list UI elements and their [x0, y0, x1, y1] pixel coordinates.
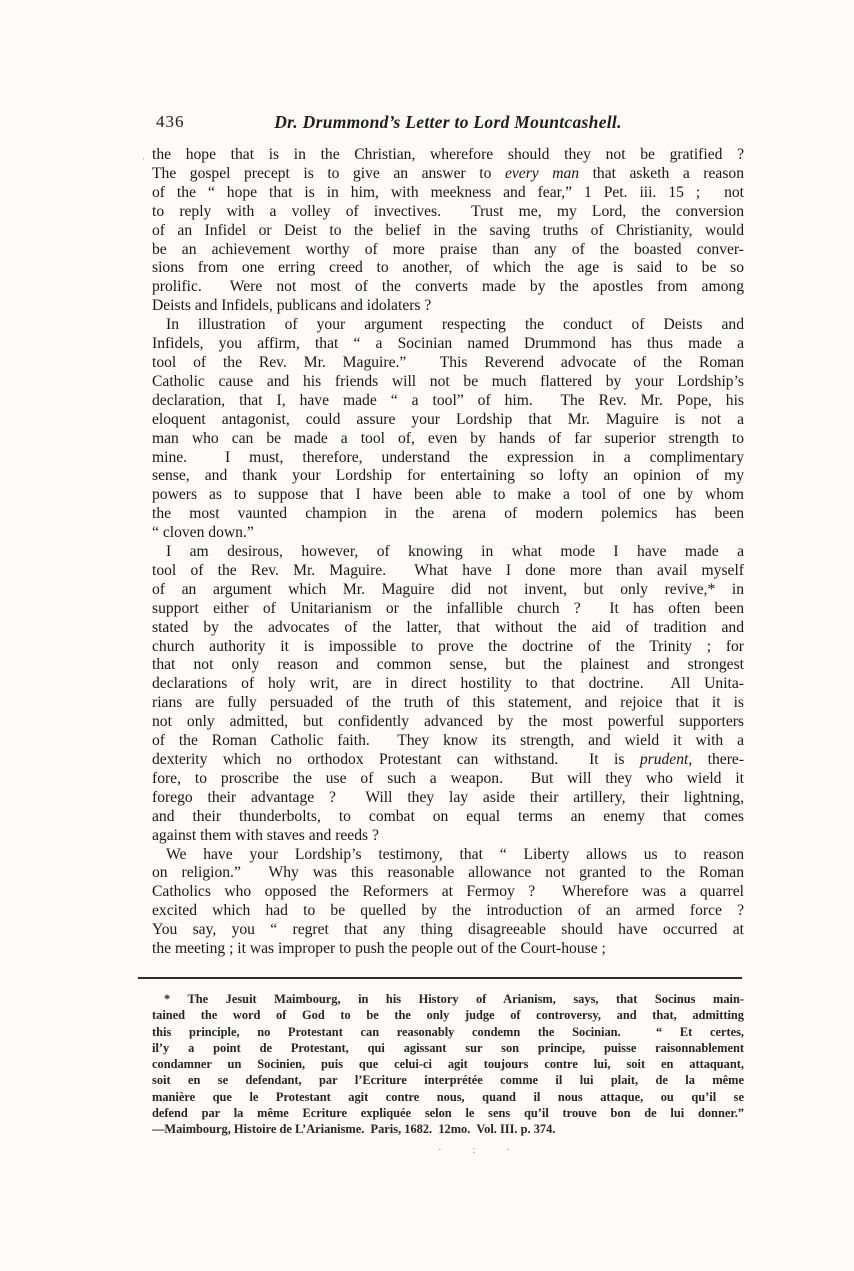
text-line: church authority it is impossible to prove the doctrine of the Trinity ; for — [152, 637, 744, 655]
text-line: of the Roman Catholic faith. They know its strength, and wield it with a — [152, 732, 744, 750]
scan-artifact-mark: · — [142, 154, 145, 164]
paragraph — [152, 543, 744, 846]
text-line: We have your Lordship’s testimony, that “ Liberty allows us to reason — [166, 845, 744, 863]
text-line: the most vaunted champion in the arena of modern polemics has been — [152, 505, 744, 523]
text-line: excited which had to be quelled by the introduction of an armed force ? — [152, 902, 744, 920]
footnote-line: soit en se defendant, par l’Ecriture interprétée comme il lui plait, de la même — [152, 1073, 744, 1088]
text-line: sions from one erring creed to another, of which the age is said to be so — [152, 259, 744, 277]
text-line: declarations of holy writ, are in direct hostility to that doctrine. All Unita- — [152, 675, 744, 693]
text-line: stated by the advocates of the latter, that without the aid of tradition and — [152, 618, 744, 636]
footnote-line: this principle, no Protestant can reasonably condemn the Socinian. “ Et certes, — [152, 1024, 744, 1039]
text-line: support either of Unitarianism or the infallible church ? It has often been — [152, 599, 744, 617]
footnote-line: manière que le Protestant agit contre nous, quand il nous attaque, ou qu’il se — [152, 1089, 744, 1104]
footnote-line: —Maimbourg, Histoire de L’Arianisme. Paris, 1682. 12mo. Vol. III. p. 374. — [152, 1122, 556, 1137]
text-line: sense, and thank your Lordship for entertaining so lofty an opinion of my — [152, 467, 744, 485]
paragraph — [152, 316, 744, 543]
text-line: The gospel precept is to give an answer to every man that asketh a reason — [152, 164, 745, 182]
text-line: I am desirous, however, of knowing in what mode I have made a — [166, 543, 744, 561]
text-line: of the “ hope that is in him, with meekness and fear,” 1 Pet. iii. 15 ; not — [152, 183, 744, 201]
text-line: and their thunderbolts, to combat on equal terms an enemy that comes — [152, 807, 744, 825]
paragraph — [152, 846, 744, 959]
text-line: Catholic cause and his friends will not be much flattered by your Lordship’s — [152, 372, 744, 390]
text-line: mine. I must, therefore, understand the expression in a complimentary — [152, 448, 744, 466]
text-line: of an Infidel or Deist to the belief in the saving truths of Christianity, would — [152, 221, 744, 239]
page-header — [152, 112, 744, 136]
text-line: tool of the Rev. Mr. Maguire.” This Reverend advocate of the Roman — [152, 353, 744, 371]
scan-artifact-dots: · : · — [438, 1144, 524, 1156]
text-line: be an achievement worthy of more praise than any of the boasted conver- — [152, 240, 744, 258]
footnote-line: tained the word of God to be the only judge of controversy, and that, admitting — [152, 1008, 744, 1023]
footnote — [152, 991, 744, 1138]
text-line: dexterity which no orthodox Protestant can withstand. It is prudent, there- — [152, 751, 745, 768]
text-line: Infidels, you affirm, that “ a Socinian named Drummond has thus made a — [152, 335, 744, 353]
text-line: the hope that is in the Christian, wherefore should they not be gratified ? — [152, 146, 744, 163]
text-line: “ cloven down.” — [152, 524, 254, 542]
text-line: declaration, that I, have made “ a tool” of him. The Rev. Mr. Pope, his — [152, 391, 744, 409]
text-line: forego their advantage ? Will they lay aside their artillery, their lightning, — [152, 788, 744, 806]
text-line: In illustration of your argument respecting the conduct of Deists and — [166, 316, 744, 334]
footnote-line: condamner un Socinien, puis que celui-ci agit toujours contre lui, soit en attaquant, — [152, 1057, 744, 1072]
text-line: of an argument which Mr. Maguire did not invent, but only revive,* in — [152, 580, 744, 598]
text-line: Deists and Infidels, publicans and idolaters ? — [152, 297, 432, 315]
text-line: rians are fully persuaded of the truth of this statement, and rejoice that it is — [152, 694, 744, 712]
text-line: the meeting ; it was improper to push the people out of the Court-house ; — [152, 940, 606, 958]
text-line: prolific. Were not most of the converts made by the apostles from among — [152, 278, 744, 296]
footnote-rule — [138, 977, 742, 979]
text-line: You say, you “ regret that any thing disagreeable should have occurred at — [152, 921, 744, 939]
page-body — [152, 146, 744, 959]
text-line: tool of the Rev. Mr. Maguire. What have I done more than avail myself — [152, 561, 744, 579]
text-line: on religion.” Why was this reasonable allowance not granted to the Roman — [152, 864, 744, 882]
text-line: man who can be made a tool of, even by hands of far superior strength to — [152, 429, 744, 447]
paragraph — [152, 146, 744, 316]
running-title: Dr. Drummond’s Letter to Lord Mountcashell. — [274, 112, 622, 132]
text-line: against them with staves and reeds ? — [152, 826, 379, 844]
text-line: not only admitted, but confidently advanced by the most powerful supporters — [152, 713, 744, 731]
paragraph — [152, 991, 744, 1138]
footnote-line: * The Jesuit Maimbourg, in his History of Arianism, says, that Socinus main- — [164, 992, 744, 1006]
text-line: Catholics who opposed the Reformers at Fermoy ? Wherefore was a quarrel — [152, 883, 744, 901]
text-line: eloquent antagonist, could assure your Lordship that Mr. Maguire is not a — [152, 410, 744, 428]
text-line: powers as to suppose that I have been able to make a tool of one by whom — [152, 486, 744, 504]
text-line: that not only reason and common sense, but the plainest and strongest — [152, 656, 744, 674]
text-line: to reply with a volley of invectives. Trust me, my Lord, the conversion — [152, 202, 744, 220]
footnote-line: defend par la même Ecriture expliquée selon le sens qu’il trouve bon de lui donner.” — [152, 1106, 744, 1121]
text-line: fore, to proscribe the use of such a weapon. But will they who wield it — [152, 769, 744, 787]
footnote-line: il’y a point de Protestant, qui agissant sur son principe, puisse raisonnablement — [152, 1040, 744, 1055]
page-number: 436 — [156, 112, 185, 131]
